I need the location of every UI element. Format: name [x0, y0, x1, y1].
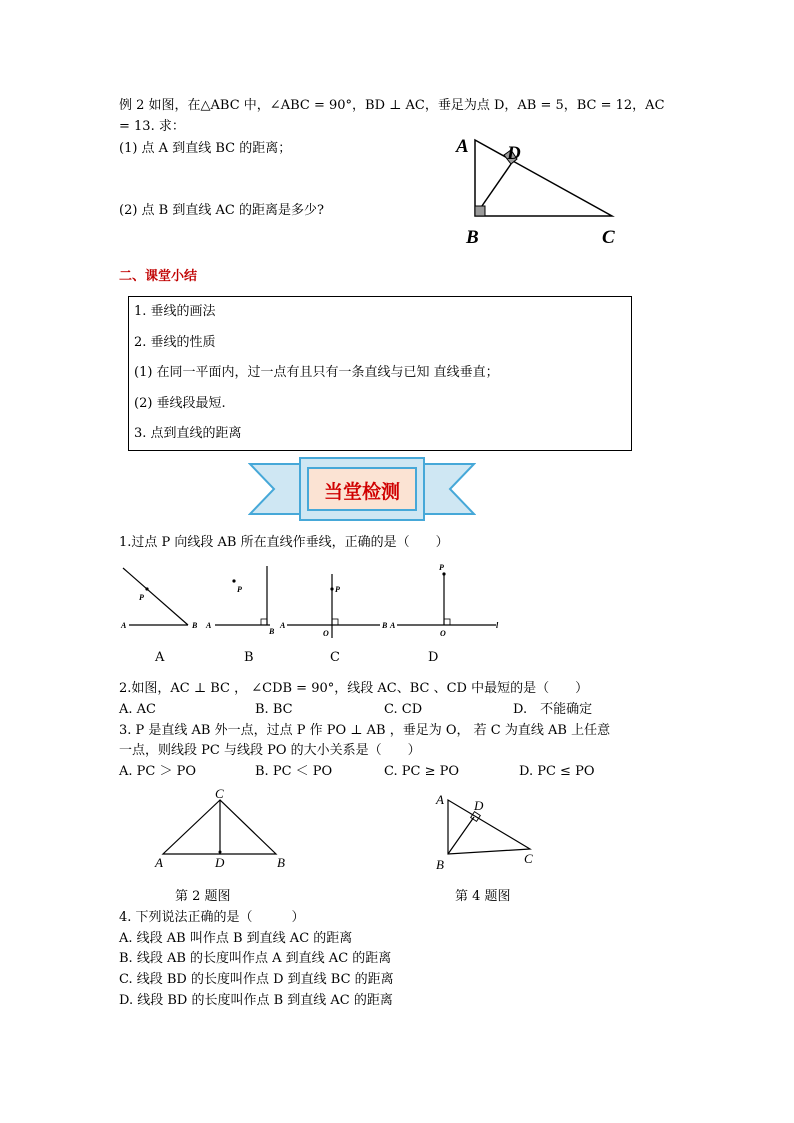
question2-option-c: C. CD [384, 702, 423, 717]
question4-option-c: C. 线段 BD 的长度叫作点 D 到直线 BC 的距离 [119, 972, 394, 987]
question3-option-b: B. PC ＜ PO [255, 764, 333, 779]
banner-title: 当堂检测 [323, 481, 400, 503]
fig-label-D: D [507, 143, 521, 164]
fig4-C: C [524, 851, 533, 866]
summary-item: 1. 垂线的画法 [134, 304, 216, 319]
qc-O: O [323, 629, 329, 638]
question3-option-c: C. PC ≥ PO [384, 764, 460, 779]
question1-stem: 1.过点 P 向线段 AB 所在直线作垂线，正确的是（ ） [119, 535, 449, 550]
question1-option-d: D [428, 650, 439, 665]
example2-triangle-figure [450, 130, 630, 250]
figure2-caption: 第 2 题图 [175, 889, 231, 904]
example2-line1: 例 2 如图，在△ABC 中，∠ABC = 90°，BD ⊥ AC，垂足为点 D，AB = 5，BC = 12，AC [119, 98, 665, 113]
fig4-B: B [436, 857, 444, 872]
qc-A: A [280, 621, 286, 630]
fig-label-A: A [456, 136, 469, 157]
qd-A: A [390, 621, 396, 630]
qc-B: B [382, 621, 388, 630]
question3-option-d: D. PC ≤ PO [519, 764, 595, 779]
question4-figure [428, 785, 548, 875]
qb-B: B [269, 627, 275, 636]
qd-P: P [439, 563, 444, 572]
qd-O: O [440, 629, 446, 638]
question4-stem: 4. 下列说法正确的是（ ） [119, 910, 305, 925]
fig2-A: A [155, 855, 163, 870]
question3-option-a: A. PC ＞ PO [119, 764, 197, 779]
summary-item: 2. 垂线的性质 [134, 335, 216, 350]
question4-option-b: B. 线段 AB 的长度叫作点 A 到直线 AC 的距离 [119, 951, 392, 966]
fig2-B: B [277, 855, 285, 870]
question1-option-a: A [155, 650, 165, 665]
summary-box [128, 296, 632, 451]
summary-item: (1) 在同一平面内，过一点有且只有一条直线与已知 直线垂直； [134, 365, 499, 380]
question4-option-d: D. 线段 BD 的长度叫作点 B 到直线 AC 的距离 [119, 993, 393, 1008]
summary-item: 3. 点到直线的距离 [134, 426, 242, 441]
qb-A: A [206, 621, 212, 630]
qd-l: l [496, 621, 499, 630]
fig-label-B: B [466, 227, 479, 248]
question3-stem-line2: 一点，则线段 PC 与线段 PO 的大小关系是（ ） [119, 743, 421, 758]
fig2-C: C [215, 786, 224, 801]
question3-stem-line1: 3. P 是直线 AB 外一点，过点 P 作 PO ⊥ AB ，垂足为 O， 若 C 为直线 AB 上任意 [119, 723, 611, 738]
qa-P: P [139, 593, 144, 602]
question4-option-a: A. 线段 AB 叫作点 B 到直线 AC 的距离 [119, 931, 353, 946]
question2-figure [150, 785, 295, 875]
figure4-caption: 第 4 题图 [455, 889, 511, 904]
qa-A: A [121, 621, 127, 630]
qa-B: B [192, 621, 198, 630]
example2-question2: (2) 点 B 到直线 AC 的距离是多少? [119, 203, 324, 218]
question1-option-b: B [244, 650, 254, 665]
question1-options-figure [115, 560, 505, 670]
question2-option-b: B. BC [255, 702, 293, 717]
summary-heading: 二、课堂小结 [119, 269, 198, 284]
question2-stem: 2.如图，AC ⊥ BC ， ∠CDB = 90°，线段 AC、BC 、CD 中最短的是（ ） [119, 681, 589, 696]
example2-line2: = 13. 求： [119, 119, 185, 134]
question2-option-d: D. 不能确定 [513, 702, 593, 717]
question2-option-a: A. AC [119, 702, 156, 717]
qb-P: P [237, 585, 242, 594]
fig4-D: D [474, 798, 484, 813]
qc-P: P [335, 585, 340, 594]
example2-question1: (1) 点 A 到直线 BC 的距离； [119, 141, 292, 156]
fig-label-C: C [602, 227, 615, 248]
fig4-A: A [436, 792, 444, 807]
summary-item: (2) 垂线段最短. [134, 396, 226, 411]
fig2-D: D [215, 855, 225, 870]
question1-option-c: C [330, 650, 340, 665]
